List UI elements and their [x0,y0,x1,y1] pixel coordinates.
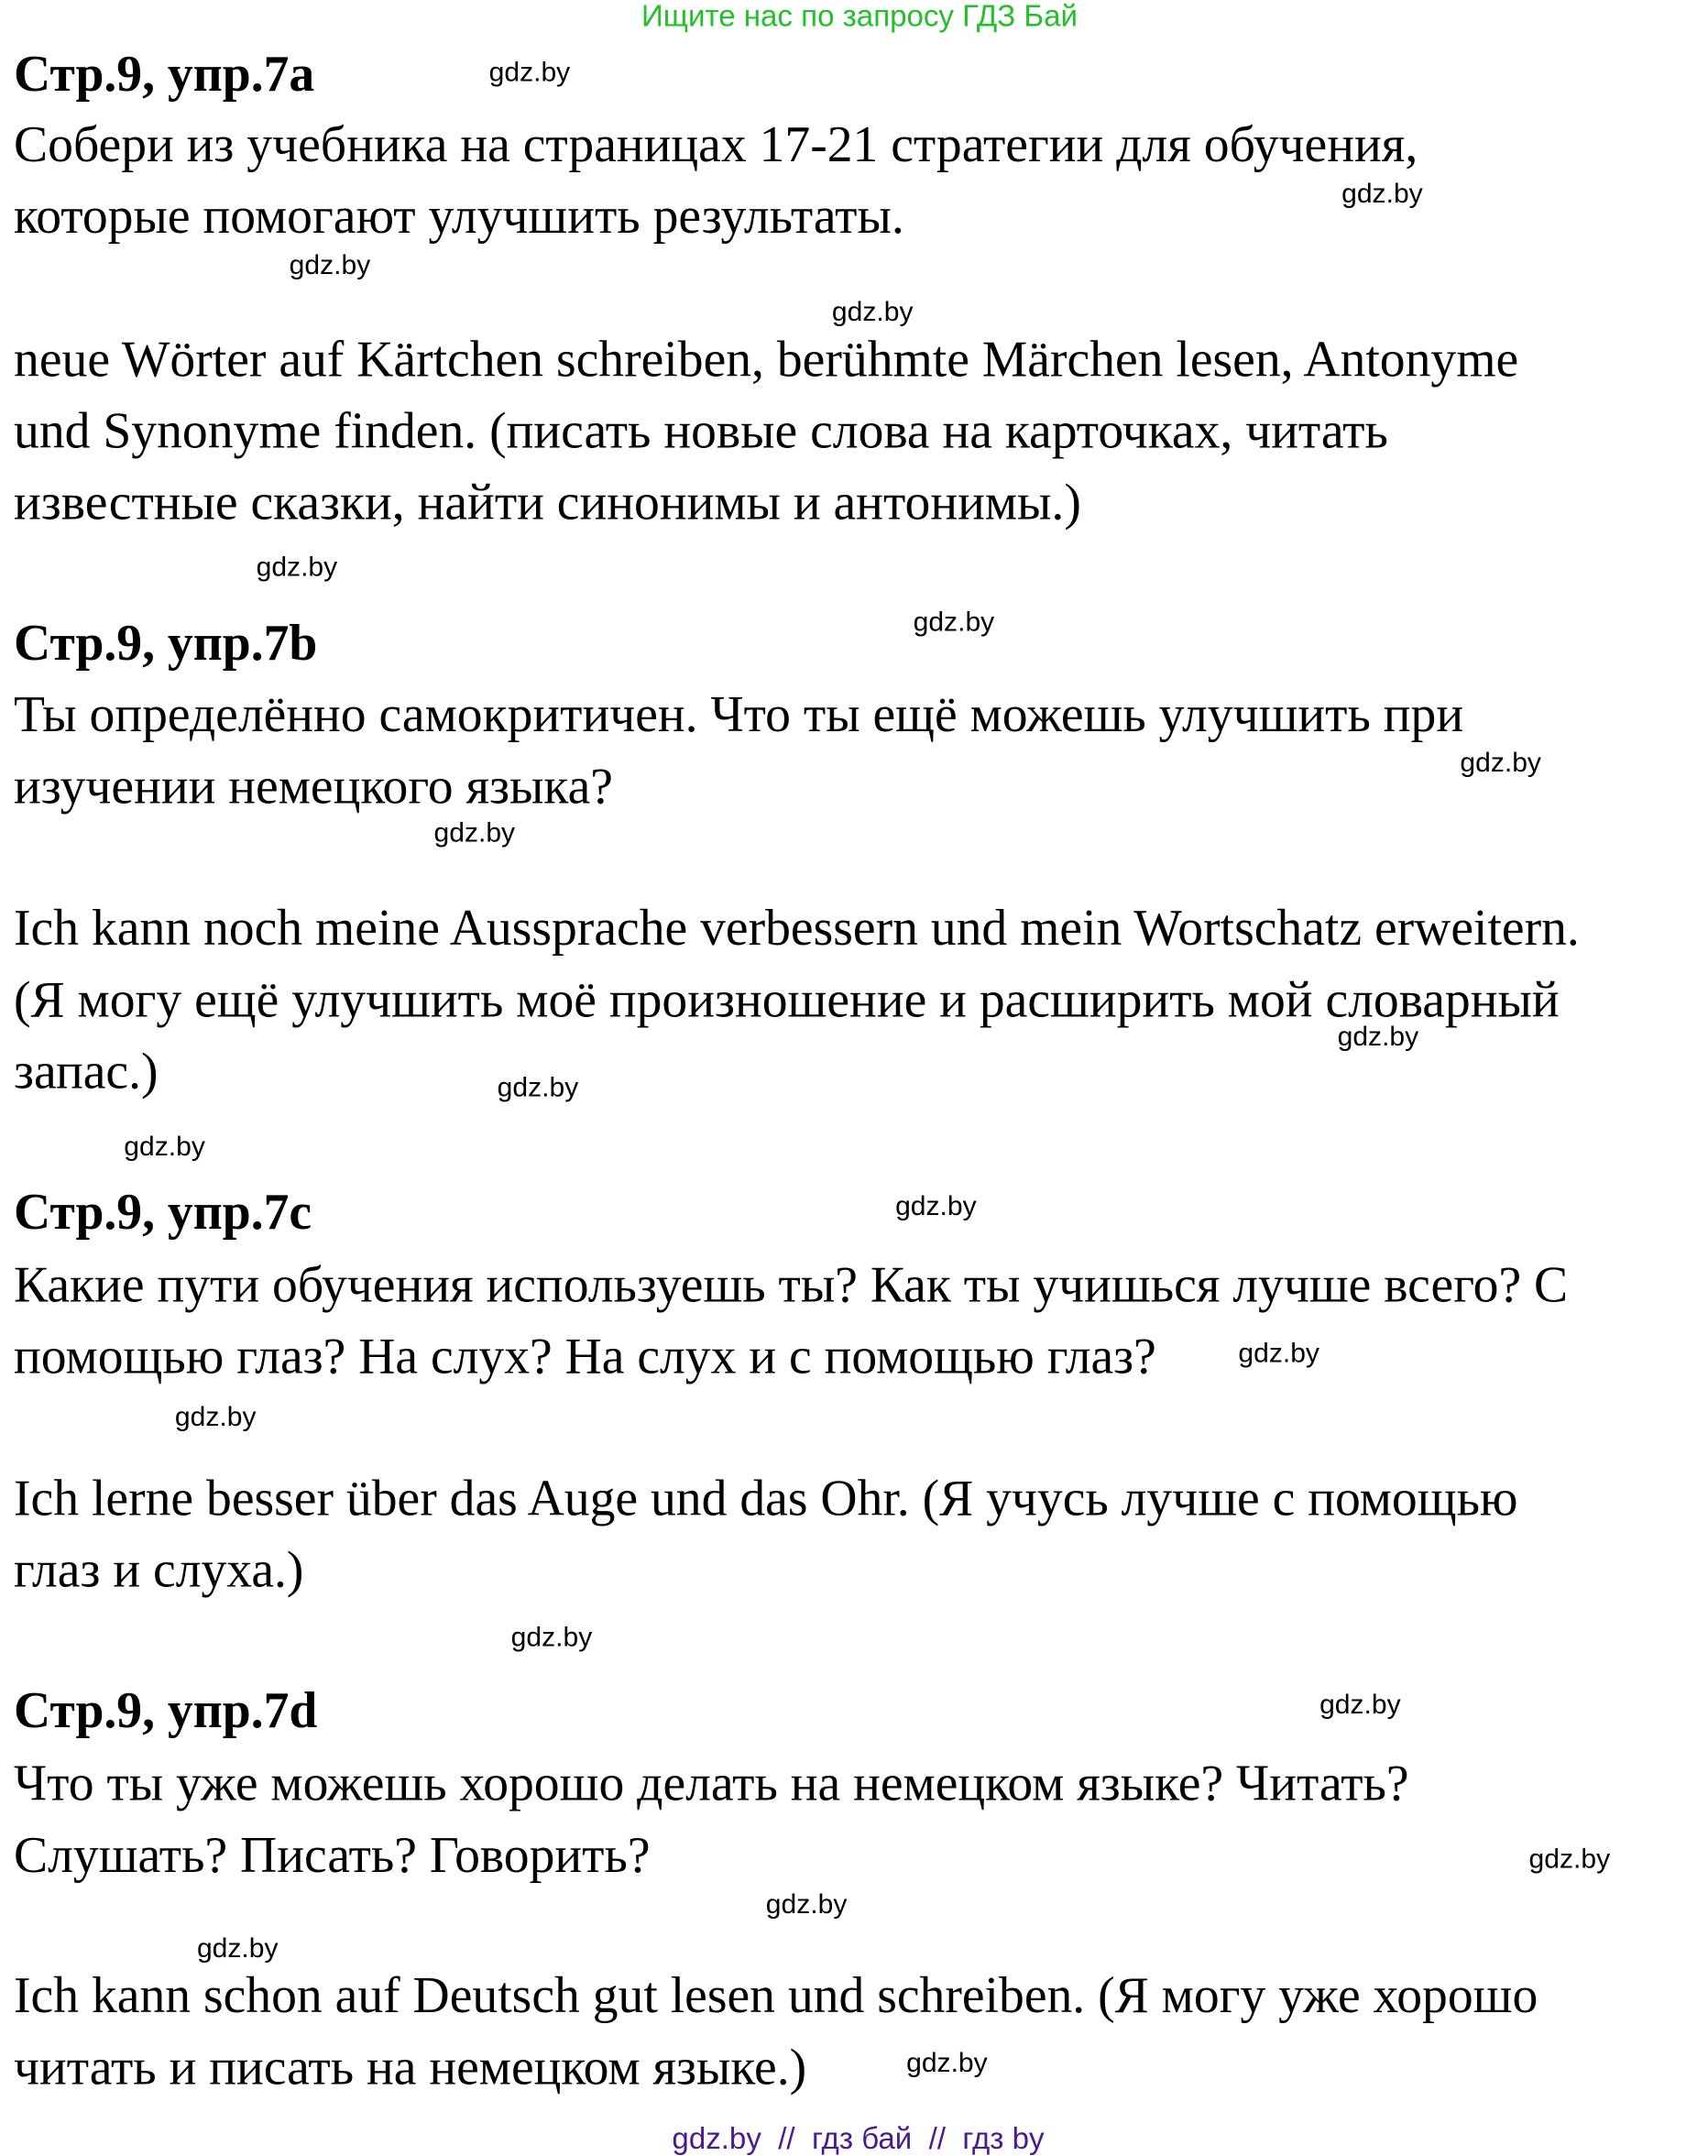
answer-line: neue Wörter auf Kärtchen schreiben, berühmte Märchen lesen, Antonyme [14,332,1519,389]
search-banner: Ищите нас по запросу ГДЗ Бай [640,0,1078,34]
question-line: Какие пути обучения используешь ты? Как ты учишься лучше всего? С [14,1257,1569,1315]
question-line: Собери из учебника на страницах 17-21 стратегии для обучения, [14,116,1418,174]
watermark: gdz.by [256,552,338,583]
watermark: gdz.by [913,607,995,638]
section-heading-7d: Стр.9, упр.7d [14,1682,318,1740]
section-heading-7a: Стр.9, упр.7a [14,47,315,104]
answer-line: глаз и слуха.) [14,1542,304,1600]
answer-line: Ich kann schon auf Deutsch gut lesen und schreiben. (Я могу уже хорошо [14,1968,1538,2025]
answer-line: Ich lerne besser über das Auge und das Ohr. (Я учусь лучше с помощью [14,1471,1518,1528]
watermark: gdz.by [433,817,516,848]
watermark: gdz.by [1319,1690,1401,1721]
watermark: gdz.by [765,1889,848,1921]
question-line: Слушать? Писать? Говорить? [14,1827,651,1885]
watermark: gdz.by [488,58,571,89]
watermark: gdz.by [1337,1022,1419,1053]
answer-line: известные сказки, найти синонимы и антонимы.) [14,475,1081,532]
watermark: gdz.by [831,297,914,328]
watermark: gdz.by [510,1622,593,1653]
answer-line: Ich kann noch meine Aussprache verbessern und mein Wortschatz erweitern. [14,901,1580,958]
watermark: gdz.by [497,1072,579,1104]
section-heading-7b: Стр.9, упр.7b [14,615,318,673]
watermark: gdz.by [1238,1339,1319,1370]
watermark: gdz.by [124,1132,205,1163]
question-line: изучении немецкого языка? [14,759,613,815]
watermark: gdz.by [174,1402,257,1433]
question-line: Ты определённо самокритичен. Что ты ещё можешь улучшить при [14,687,1464,744]
footer-links[interactable]: gdz.by // гдз бай // гдз by [672,2120,1045,2156]
answer-line: читать и писать на немецком языке.) [14,2040,807,2096]
answer-line: (Я могу ещё улучшить моё произношение и расширить мой словарный [14,972,1560,1029]
question-line: помощью глаз? На слух? На слух и с помощью глаз? [14,1329,1156,1386]
watermark: gdz.by [895,1191,977,1222]
answer-line: und Synonyme finden. (писать новые слова на карточках, читать [14,403,1388,461]
watermark: gdz.by [906,2048,988,2079]
watermark: gdz.by [1460,748,1541,779]
watermark: gdz.by [1528,1844,1611,1875]
watermark: gdz.by [289,250,371,281]
section-heading-7c: Стр.9, упр.7c [14,1184,312,1242]
watermark: gdz.by [196,1933,279,1964]
answer-line: запас.) [14,1044,159,1101]
question-line: Что ты уже можешь хорошо делать на немецком языке? Читать? [14,1756,1409,1813]
question-line: которые помогают улучшить результаты. [14,188,904,246]
watermark: gdz.by [1341,179,1423,210]
